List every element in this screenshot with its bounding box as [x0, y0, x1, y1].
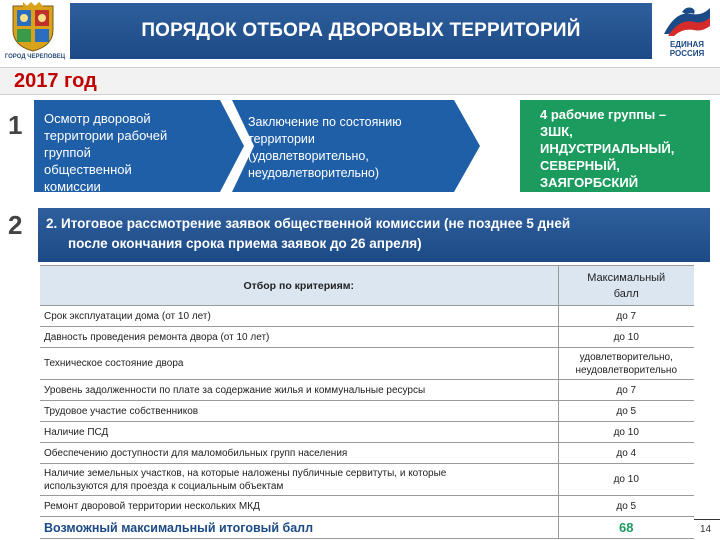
criteria-table [40, 265, 694, 539]
criterion-cell: Трудовое участие собственников [40, 401, 558, 422]
step-1-number: 1 [8, 110, 23, 140]
table-row [40, 422, 694, 443]
table-row [40, 443, 694, 464]
table-row [40, 496, 694, 517]
year-row [0, 67, 720, 95]
score-cell: до 5 [558, 401, 694, 422]
chevron-inspection-line: общественной [44, 162, 132, 177]
max-score-header-line-1: Максимальный [587, 271, 666, 284]
year-label: 2017 год [14, 70, 97, 92]
total-value: 68 [558, 517, 694, 539]
criterion-cell-line: Наличие земельных участков, на которые наложены публичные сервитуты, и которые [44, 467, 447, 479]
criterion-cell: Срок эксплуатации дома (от 10 лет) [40, 306, 558, 327]
score-cell: до 7 [558, 306, 694, 327]
page-number-divider [694, 519, 720, 520]
working-groups-text [540, 106, 708, 192]
chevron-inspection-line: Осмотр дворовой [44, 111, 151, 126]
chevron-conclusion [232, 100, 480, 192]
coat-of-arms-icon [11, 2, 55, 52]
table-row [40, 348, 694, 380]
city-coat-of-arms-logo [2, 2, 64, 64]
table-row [40, 380, 694, 401]
party-logo [656, 2, 718, 64]
criterion-cell-line: используются для проезда к социальным объектам [44, 480, 284, 492]
max-score-header-line-2: балл [613, 287, 639, 300]
party-name-line-1: ЕДИНАЯ [669, 40, 705, 49]
criterion-cell: Наличие ПСД [40, 422, 558, 443]
chevron-inspection-text [44, 110, 212, 192]
working-groups-box [520, 100, 710, 192]
chevron-conclusion-line: Заключение по состоянию [248, 115, 402, 129]
page-number: 14 [700, 524, 712, 535]
final-review-box [38, 208, 710, 262]
final-review-line-1: 2. Итоговое рассмотрение заявок общественной комиссии (не позднее 5 дней [46, 216, 571, 231]
total-label: Возможный максимальный итоговый балл [40, 517, 558, 539]
working-groups-line: ЗШК, [540, 124, 573, 139]
chevron-conclusion-line: (удовлетворительно, [248, 149, 369, 163]
table-total-row [40, 517, 694, 539]
table-row [40, 464, 694, 496]
max-score-header [558, 266, 694, 306]
chevron-inspection-line: комиссии [44, 179, 101, 192]
working-groups-line: 4 рабочие группы – [540, 107, 667, 122]
city-caption: ГОРОД ЧЕРЕПОВЕЦ [4, 54, 66, 60]
score-cell: до 5 [558, 496, 694, 517]
chevron-conclusion-text [248, 114, 462, 190]
table-row [40, 306, 694, 327]
table-row [40, 401, 694, 422]
chevron-conclusion-line: территории [248, 132, 315, 146]
chevron-inspection-line: группой [44, 145, 91, 160]
final-review-line-2: после окончания срока приема заявок до 26 апреля) [68, 236, 422, 251]
score-cell: до 10 [558, 327, 694, 348]
slide-header [0, 0, 720, 66]
criterion-cell: Давность проведения ремонта двора (от 10 лет) [40, 327, 558, 348]
slide-title: ПОРЯДОК ОТБОРА ДВОРОВЫХ ТЕРРИТОРИЙ [70, 3, 652, 59]
party-name-line-2: РОССИЯ [669, 49, 705, 58]
score-cell: до 4 [558, 443, 694, 464]
party-name [656, 40, 718, 58]
score-cell: до 7 [558, 380, 694, 401]
score-cell: до 10 [558, 464, 694, 496]
step-2-number: 2 [8, 210, 23, 240]
criterion-cell: Обеспечению доступности для маломобильных групп населения [40, 443, 558, 464]
working-groups-line: ЗАЯГОРБСКИЙ [540, 175, 639, 190]
chevron-inspection [34, 100, 244, 192]
criterion-cell: Уровень задолженности по плате за содержание жилья и коммунальные ресурсы [40, 380, 558, 401]
criteria-header: Отбор по критериям: [40, 266, 558, 306]
working-groups-line: ИНДУСТРИАЛЬНЫЙ, [540, 141, 675, 156]
criterion-cell [40, 464, 558, 496]
chevron-conclusion-line: неудовлетворительно) [248, 166, 380, 180]
score-cell [558, 348, 694, 380]
bear-flag-icon [662, 4, 712, 38]
score-cell: до 10 [558, 422, 694, 443]
score-cell-line: удовлетворительно, [579, 351, 673, 363]
table-row [40, 327, 694, 348]
chevron-inspection-line: территории рабочей [44, 128, 168, 143]
table-header-row [40, 266, 694, 306]
score-cell-line: неудовлетворительно [575, 364, 677, 376]
criterion-cell: Техническое состояние двора [40, 348, 558, 380]
working-groups-line: СЕВЕРНЫЙ, [540, 158, 620, 173]
criterion-cell: Ремонт дворовой территории нескольких МКД [40, 496, 558, 517]
